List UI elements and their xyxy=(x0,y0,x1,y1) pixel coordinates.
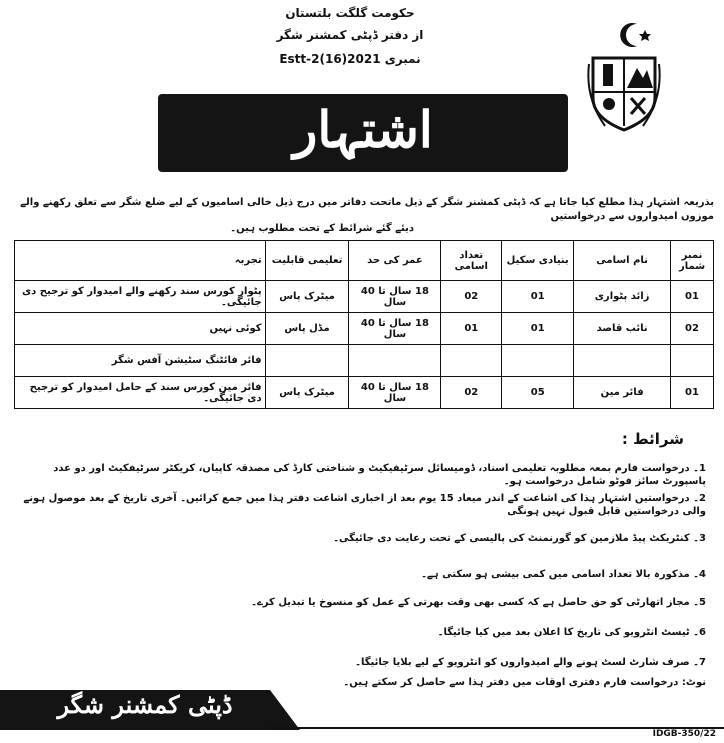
cell-experience: کوئی نہیں xyxy=(15,313,266,345)
cell-post-name: فائر مین xyxy=(574,377,671,409)
cell-post-name: نائب قاصد xyxy=(574,313,671,345)
condition-item: 6۔ ٹیسٹ انٹرویو کی تاریخ کا اعلان بعد میں کیا جائیگا۔ xyxy=(437,627,706,638)
table-header-row xyxy=(15,241,714,281)
cell-post-count: 02 xyxy=(441,377,502,409)
cell-post-count: 01 xyxy=(441,313,502,345)
cell-education: میٹرک پاس xyxy=(265,377,349,409)
header-government: حکومت گلگت بلتستان xyxy=(285,6,415,20)
cell-basic-scale: 05 xyxy=(502,377,574,409)
condition-item: 1۔ درخواست فارم بمعہ مطلوبہ تعلیمی اسناد، ڈومیسائل سرٹیفیکیٹ و شناختی کارڈ کی مصدقہ کاپیاں، کریکٹر سرٹیفکیٹ اور دو عدد پاسپورٹ سائز فوٹو شامل درخواست ہو۔ xyxy=(53,463,706,487)
header-basic-scale: بنیادی سکیل xyxy=(502,241,574,281)
cell-age-limit: 18 سال تا 40 سال xyxy=(349,281,441,313)
vacancies-table xyxy=(14,240,714,409)
header-reference: Estt-2(16)2021 نمبری xyxy=(279,52,421,66)
conditions-title: شرائط : xyxy=(621,430,684,448)
advertisement-title: اشتہار xyxy=(293,100,433,159)
table-row xyxy=(15,281,714,313)
deputy-commissioner-signature: ڈپٹی کمشنر شگر xyxy=(57,690,233,719)
header-education: تعلیمی قابلیت xyxy=(265,241,349,281)
cell-experience: فائر فائٹنگ سٹیشن آفس شگر xyxy=(15,345,266,377)
cell-age-limit: 18 سال تا 40 سال xyxy=(349,377,441,409)
cell-post-count xyxy=(441,345,502,377)
header-post-name: نام اسامی xyxy=(574,241,671,281)
header-post-count: تعداد اسامی xyxy=(441,241,502,281)
table-row xyxy=(15,313,714,345)
condition-item: 4۔ مذکورہ بالا تعداد اسامی میں کمی بیشی ہو سکتی ہے۔ xyxy=(421,569,706,580)
cell-serial xyxy=(671,345,714,377)
cell-experience: پٹوار کورس سند رکھنے والے امیدوار کو ترجیح دی جائیگی۔ xyxy=(15,281,266,313)
cell-basic-scale: 01 xyxy=(502,313,574,345)
condition-item: 7۔ صرف شارٹ لسٹ ہونے والے امیدواروں کو انٹرویو کے لیے بلایا جائیگا۔ xyxy=(355,657,706,668)
cell-post-name: زائد پٹواری xyxy=(574,281,671,313)
cell-experience: فائر مین کورس سند کے حامل امیدوار کو ترجیح دی جائیگی۔ xyxy=(15,377,266,409)
condition-item: 3۔ کنٹریکٹ پیڈ ملازمین کو گورنمنٹ کی پالیسی کے تحت رعایت دی جائیگی۔ xyxy=(333,533,706,544)
table-row xyxy=(15,377,714,409)
cell-age-limit xyxy=(349,345,441,377)
cell-education xyxy=(265,345,349,377)
header-experience: تجربہ xyxy=(15,241,266,281)
cell-education: میٹرک پاس xyxy=(265,281,349,313)
cell-age-limit: 18 سال تا 40 سال xyxy=(349,313,441,345)
header-age-limit: عمر کی حد xyxy=(349,241,441,281)
intro-line-1: بذریعہ اشتہار ہذا مطلع کیا جاتا ہے کہ ڈپٹی کمشنر شگر کے ذیل ماتحت دفاتر میں درج ذیل خالی اسامیوں کے لیے ضلع شگر سے تعلق رکھنے والے موزوں امیدواروں سے درخواستیں xyxy=(20,197,714,222)
cell-basic-scale xyxy=(502,345,574,377)
intro-line-2: دیئے گئے شرائط کے تحت مطلوب ہیں۔ xyxy=(230,223,414,234)
header-office: از دفتر ڈپٹی کمشنر شگر xyxy=(276,28,424,42)
cell-serial: 01 xyxy=(671,377,714,409)
cell-serial: 01 xyxy=(671,281,714,313)
cell-basic-scale: 01 xyxy=(502,281,574,313)
cell-post-name xyxy=(574,345,671,377)
header-serial: نمبر شمار xyxy=(671,241,714,281)
table-row xyxy=(15,345,714,377)
condition-item: 5۔ مجاز اتھارٹی کو حق حاصل ہے کہ کسی بھی وقت بھرتی کے عمل کو منسوخ یا تبدیل کرے۔ xyxy=(251,597,706,608)
state-emblem-icon xyxy=(585,18,663,138)
condition-item: 2۔ درخواستیں اشتہار ہذا کی اشاعت کے اندر میعاد 15 یوم بعد از اخباری اشاعت دفتر ہذا میں جمع کرائیں۔ آخری تاریخ کے بعد موصول ہونے والی درخواستیں قابل قبول نہیں ہونگی xyxy=(23,493,706,517)
cell-serial: 02 xyxy=(671,313,714,345)
cell-post-count: 02 xyxy=(441,281,502,313)
advertisement-code: IDGB-350/22 xyxy=(652,729,716,739)
condition-note: نوٹ: درخواست فارم دفتری اوقات میں دفتر ہذا سے حاصل کر سکتے ہیں۔ xyxy=(343,677,706,688)
cell-education: مڈل پاس xyxy=(265,313,349,345)
